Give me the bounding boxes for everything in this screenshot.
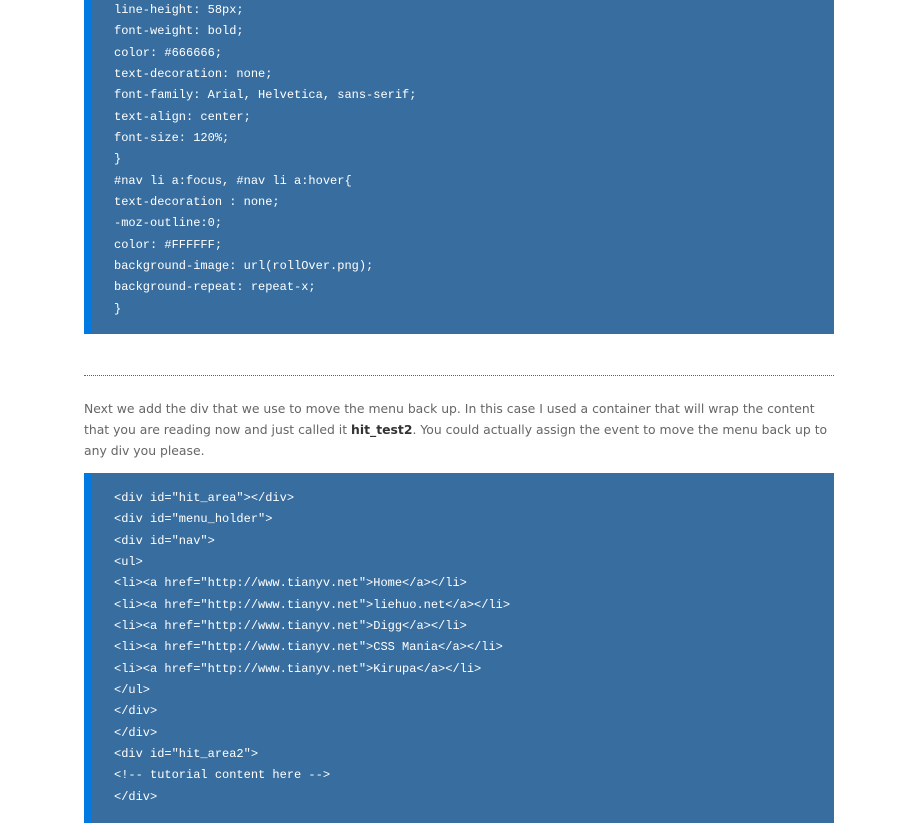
code-line: color: #FFFFFF; — [114, 237, 223, 252]
code-line: -moz-outline:0; — [114, 216, 223, 231]
code-line: </div> — [114, 704, 158, 719]
code-line: </ul> — [114, 683, 151, 698]
paragraph-text-before: Next we add the div that we use to move the menu back up. In this case I used a container that will wrap the content that you are reading now and just called it — [84, 401, 815, 437]
code-line: font-weight: bold; — [114, 24, 244, 39]
code-line: <li><a href="http://www.tianyv.net">liehuo.net</a></li> — [114, 597, 511, 612]
code-line: text-decoration : none; — [114, 195, 280, 210]
code-line: color: #666666; — [114, 45, 223, 60]
code-line: text-decoration: none; — [114, 67, 273, 82]
code-line: <li><a href="http://www.tianyv.net">CSS Mania</a></li> — [114, 640, 503, 655]
code-line: <ul> — [114, 555, 143, 570]
code-line: <div id="hit_area"></div> — [114, 491, 295, 505]
paragraph-bold-term: hit_test2 — [351, 422, 413, 437]
code-line: <li><a href="http://www.tianyv.net">Digg</a></li> — [114, 619, 467, 634]
code-line: font-size: 120%; — [114, 131, 230, 146]
code-line: <li><a href="http://www.tianyv.net">Kirupa</a></li> — [114, 661, 482, 676]
code-line: <div id="menu_holder"> — [114, 512, 273, 527]
code-line: <li><a href="http://www.tianyv.net">Home</a></li> — [114, 576, 467, 591]
code-line: <!-- tutorial content here --> — [114, 768, 331, 783]
code-line: text-align: center; — [114, 109, 251, 124]
code-line: <div id="nav"> — [114, 533, 215, 548]
section-divider — [84, 375, 834, 376]
code-line: line-height: 58px; — [114, 3, 244, 17]
html-code-block — [84, 473, 834, 823]
code-line: #nav li a:focus, #nav li a:hover{ — [114, 173, 352, 188]
code-line: background-repeat: repeat-x; — [114, 280, 316, 295]
code-line: font-family: Arial, Helvetica, sans-serif; — [114, 88, 417, 103]
body-paragraph — [84, 398, 836, 461]
code-line: background-image: url(rollOver.png); — [114, 259, 374, 274]
code-line: </div> — [114, 789, 158, 804]
code-line: } — [114, 301, 122, 316]
code-line: } — [114, 152, 122, 167]
paragraph-text-after: . You could actually assign the event to move the menu back up to any div you please. — [84, 422, 828, 458]
code-line: <div id="hit_area2"> — [114, 747, 259, 762]
code-line: </div> — [114, 725, 158, 740]
css-code-block — [84, 0, 834, 334]
